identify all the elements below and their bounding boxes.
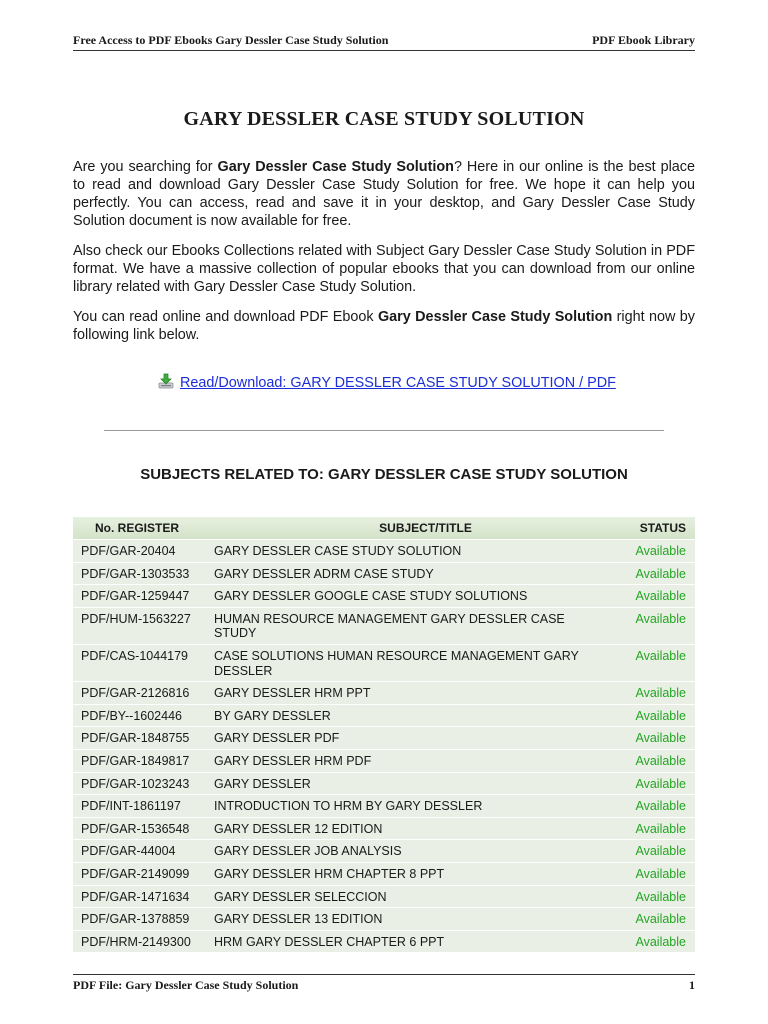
table-row[interactable] [73, 839, 695, 862]
table-row[interactable] [73, 644, 695, 681]
status-badge: Available [635, 611, 686, 626]
register-number: PDF/GAR-2149099 [81, 866, 190, 881]
col-header-status: STATUS [639, 521, 686, 535]
register-number: PDF/HRM-2149300 [81, 934, 191, 949]
subject-title: GARY DESSLER SELECCION [214, 889, 387, 904]
intro-bold-title: Gary Dessler Case Study Solution [217, 159, 454, 175]
subject-title: GARY DESSLER HRM PDF [214, 753, 372, 768]
col-header-subject: SUBJECT/TITLE [379, 521, 472, 535]
subject-title: GARY DESSLER HRM PPT [214, 686, 371, 701]
register-number: PDF/GAR-1023243 [81, 776, 190, 791]
subject-title: GARY DESSLER 12 EDITION [214, 821, 383, 836]
status-badge: Available [635, 844, 686, 859]
intro-paragraph-3 [73, 308, 695, 344]
subject-title: BY GARY DESSLER [214, 708, 331, 723]
subject-title: GARY DESSLER GOOGLE CASE STUDY SOLUTIONS [214, 589, 528, 604]
table-row[interactable] [73, 584, 695, 607]
register-number: PDF/BY--1602446 [81, 708, 182, 723]
intro-text: ? Here in our online is the best place to read and download Gary Dessler Case Study Solution for free. We hope it can help you perfectly. You can access, read and save it in your desktop, and Gary Dessler Case Study Solution document is now available for free. [73, 159, 696, 229]
subject-title: GARY DESSLER ADRM CASE STUDY [214, 566, 434, 581]
subjects-heading: SUBJECTS RELATED TO: GARY DESSLER CASE STUDY SOLUTION [140, 466, 628, 483]
table-row[interactable] [73, 862, 695, 885]
register-number: PDF/GAR-1536548 [81, 821, 190, 836]
table-row[interactable] [73, 749, 695, 772]
subject-title: GARY DESSLER JOB ANALYSIS [214, 844, 402, 859]
status-badge: Available [635, 934, 686, 949]
status-badge: Available [635, 889, 686, 904]
download-link[interactable]: Read/Download: GARY DESSLER CASE STUDY SOLUTION / PDF [180, 375, 616, 391]
table-row[interactable] [73, 607, 695, 644]
table-row[interactable] [73, 681, 695, 704]
status-badge: Available [635, 866, 686, 881]
status-badge: Available [635, 648, 686, 663]
status-badge: Available [635, 731, 686, 746]
table-row[interactable] [73, 772, 695, 795]
table-row[interactable] [73, 930, 695, 953]
status-badge: Available [635, 544, 686, 558]
page-number: 1 [689, 978, 695, 992]
register-number: PDF/CAS-1044179 [81, 648, 189, 663]
register-number: PDF/GAR-44004 [81, 844, 176, 859]
subject-title: HUMAN RESOURCE MANAGEMENT GARY DESSLER CASE STUDY [214, 611, 565, 641]
subject-title: GARY DESSLER 13 EDITION [214, 912, 383, 927]
col-header-register: No. REGISTER [95, 521, 180, 535]
table-row[interactable] [73, 704, 695, 727]
table-row[interactable] [73, 726, 695, 749]
register-number: PDF/GAR-1259447 [81, 589, 190, 604]
status-badge: Available [635, 799, 686, 814]
download-link-row [157, 373, 616, 393]
table-row[interactable] [73, 817, 695, 840]
page-footer [73, 974, 695, 995]
subject-title: HRM GARY DESSLER CHAPTER 6 PPT [214, 934, 445, 949]
status-badge: Available [635, 708, 686, 723]
table-row[interactable] [73, 885, 695, 908]
status-badge: Available [635, 589, 686, 604]
page-title: GARY DESSLER CASE STUDY SOLUTION [183, 108, 585, 130]
intro-paragraph-2: Also check our Ebooks Collections related with Subject Gary Dessler Case Study Solution in PDF format. We have a massive collection of popular ebooks that you can download from our online library related with Gary Dessler Case Study Solution. [73, 243, 695, 295]
table-row[interactable] [73, 794, 695, 817]
register-number: PDF/HUM-1563227 [81, 611, 191, 626]
subjects-table [73, 517, 695, 952]
divider [104, 430, 664, 431]
subject-title: GARY DESSLER [214, 776, 311, 791]
status-badge: Available [635, 566, 686, 581]
register-number: PDF/GAR-20404 [81, 544, 176, 558]
status-badge: Available [635, 912, 686, 927]
register-number: PDF/GAR-1848755 [81, 731, 190, 746]
register-number: PDF/GAR-1303533 [81, 566, 190, 581]
subject-title: GARY DESSLER HRM CHAPTER 8 PPT [214, 866, 445, 881]
status-badge: Available [635, 686, 686, 701]
register-number: PDF/GAR-1378859 [81, 912, 190, 927]
download-icon[interactable] [157, 373, 175, 389]
intro-text: Are you searching for [73, 159, 218, 175]
register-number: PDF/INT-1861197 [81, 799, 181, 814]
intro-paragraph-1 [73, 158, 695, 230]
intro-text: You can read online and download PDF Ebook [73, 309, 378, 325]
subject-title: GARY DESSLER CASE STUDY SOLUTION [214, 544, 462, 558]
header-library-label: PDF Ebook Library [592, 33, 695, 47]
table-header [73, 517, 695, 539]
table-row[interactable] [73, 907, 695, 930]
subject-title: INTRODUCTION TO HRM BY GARY DESSLER [214, 799, 483, 814]
subject-title: CASE SOLUTIONS HUMAN RESOURCE MANAGEMENT GARY DESSLER [214, 648, 579, 678]
table-row[interactable] [73, 539, 695, 562]
status-badge: Available [635, 776, 686, 791]
table-row[interactable] [73, 562, 695, 585]
page-header [73, 30, 695, 51]
register-number: PDF/GAR-1471634 [81, 889, 190, 904]
table-body [73, 539, 695, 952]
header-title: Free Access to PDF Ebooks Gary Dessler Case Study Solution [73, 33, 389, 47]
register-number: PDF/GAR-2126816 [81, 686, 190, 701]
status-badge: Available [635, 821, 686, 836]
intro-bold-title: Gary Dessler Case Study Solution [377, 309, 613, 325]
subject-title: GARY DESSLER PDF [214, 731, 340, 746]
status-badge: Available [635, 753, 686, 768]
intro-text: right now by following link below. [73, 309, 695, 343]
footer-file-label: PDF File: Gary Dessler Case Study Solution [73, 978, 299, 992]
register-number: PDF/GAR-1849817 [81, 753, 190, 768]
